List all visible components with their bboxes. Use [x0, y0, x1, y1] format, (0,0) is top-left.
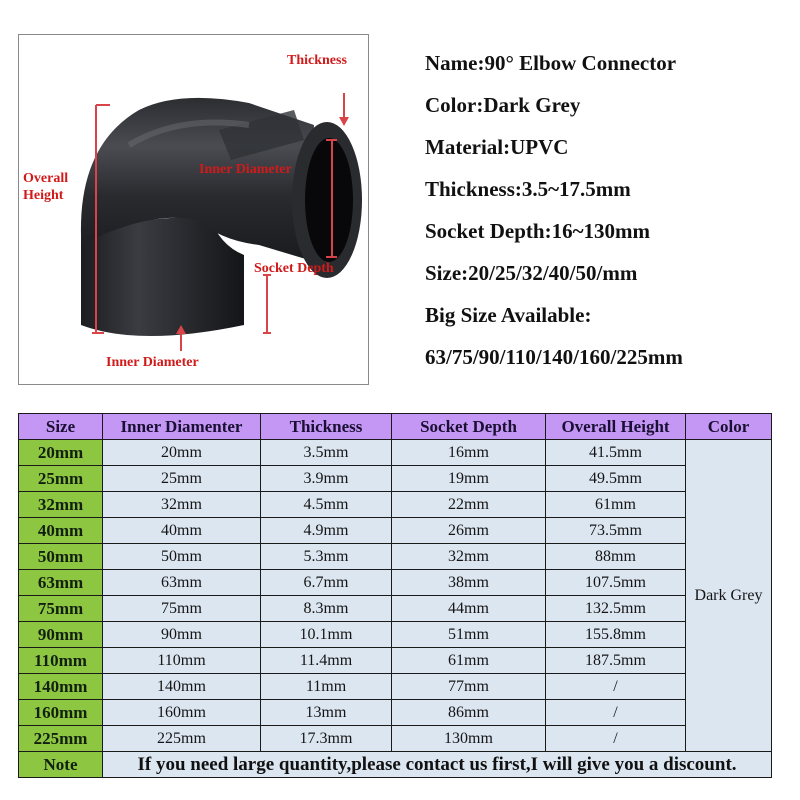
- inner-diameter-cell: 63mm: [103, 570, 261, 596]
- socket-depth-cell: 61mm: [392, 648, 546, 674]
- header-inner-diameter: Inner Diamenter: [103, 414, 261, 440]
- socket-depth-cell: 22mm: [392, 492, 546, 518]
- spec-socket-depth: Socket Depth:16~130mm: [425, 219, 650, 243]
- table-row: [19, 700, 772, 726]
- thickness-cell: 6.7mm: [261, 570, 392, 596]
- spec-name: Name:90° Elbow Connector: [425, 51, 677, 75]
- overall-height-cell: 88mm: [546, 544, 686, 570]
- color-cell: Dark Grey: [686, 440, 772, 752]
- socket-depth-cell: 86mm: [392, 700, 546, 726]
- overall-height-label-line2: Height: [23, 188, 64, 203]
- thickness-cell: 10.1mm: [261, 622, 392, 648]
- overall-height-cell: 49.5mm: [546, 466, 686, 492]
- inner-diameter-cell: 25mm: [103, 466, 261, 492]
- table-header-row: [19, 414, 772, 440]
- inner-diameter-cell: 110mm: [103, 648, 261, 674]
- overall-height-cell: /: [546, 726, 686, 752]
- inner-diameter-cell: 225mm: [103, 726, 261, 752]
- thickness-cell: 11.4mm: [261, 648, 392, 674]
- header-color: Color: [686, 414, 772, 440]
- overall-height-cell: /: [546, 674, 686, 700]
- thickness-cell: 4.9mm: [261, 518, 392, 544]
- spec-thickness: Thickness:3.5~17.5mm: [425, 177, 631, 201]
- size-cell: 110mm: [19, 648, 103, 674]
- overall-height-cell: 155.8mm: [546, 622, 686, 648]
- elbow-connector-illustration: [19, 35, 369, 385]
- note-label: Note: [19, 752, 103, 778]
- spec-color: Color:Dark Grey: [425, 93, 581, 117]
- socket-depth-label: Socket Depth: [254, 261, 334, 276]
- spec-list: [425, 48, 683, 384]
- overall-height-cell: 107.5mm: [546, 570, 686, 596]
- inner-diameter-cell: 90mm: [103, 622, 261, 648]
- table-row: [19, 648, 772, 674]
- thickness-cell: 5.3mm: [261, 544, 392, 570]
- table-row: [19, 570, 772, 596]
- socket-depth-cell: 130mm: [392, 726, 546, 752]
- thickness-cell: 3.5mm: [261, 440, 392, 466]
- size-cell: 140mm: [19, 674, 103, 700]
- overall-height-cell: 41.5mm: [546, 440, 686, 466]
- size-cell: 25mm: [19, 466, 103, 492]
- socket-depth-cell: 51mm: [392, 622, 546, 648]
- inner-diameter-cell: 160mm: [103, 700, 261, 726]
- inner-diameter-cell: 75mm: [103, 596, 261, 622]
- inner-diameter-bottom-label: Inner Diameter: [106, 355, 199, 370]
- thickness-cell: 11mm: [261, 674, 392, 700]
- overall-height-label-line1: Overall: [23, 171, 69, 186]
- socket-depth-cell: 26mm: [392, 518, 546, 544]
- size-cell: 160mm: [19, 700, 103, 726]
- spec-big-size-label: Big Size Available:: [425, 303, 592, 327]
- size-cell: 20mm: [19, 440, 103, 466]
- overall-height-cell: 73.5mm: [546, 518, 686, 544]
- size-cell: 63mm: [19, 570, 103, 596]
- socket-depth-cell: 38mm: [392, 570, 546, 596]
- socket-depth-cell: 77mm: [392, 674, 546, 700]
- size-cell: 40mm: [19, 518, 103, 544]
- thickness-cell: 17.3mm: [261, 726, 392, 752]
- table-row: [19, 622, 772, 648]
- table-row: [19, 544, 772, 570]
- thickness-cell: 3.9mm: [261, 466, 392, 492]
- spec-size: Size:20/25/32/40/50/mm: [425, 261, 638, 285]
- note-row: [19, 752, 772, 778]
- spec-material: Material:UPVC: [425, 135, 569, 159]
- inner-diameter-top-label: Inner Diameter: [199, 162, 292, 177]
- thickness-label: Thickness: [287, 53, 347, 68]
- socket-depth-cell: 19mm: [392, 466, 546, 492]
- inner-diameter-cell: 140mm: [103, 674, 261, 700]
- table-row: [19, 518, 772, 544]
- table-row: [19, 596, 772, 622]
- inner-diameter-cell: 50mm: [103, 544, 261, 570]
- size-cell: 50mm: [19, 544, 103, 570]
- table-row: [19, 674, 772, 700]
- product-photo: [18, 34, 369, 385]
- overall-height-cell: 187.5mm: [546, 648, 686, 674]
- header-thickness: Thickness: [261, 414, 392, 440]
- inner-diameter-cell: 20mm: [103, 440, 261, 466]
- overall-height-cell: 61mm: [546, 492, 686, 518]
- thickness-cell: 8.3mm: [261, 596, 392, 622]
- overall-height-cell: /: [546, 700, 686, 726]
- inner-diameter-cell: 32mm: [103, 492, 261, 518]
- size-cell: 90mm: [19, 622, 103, 648]
- size-cell: 32mm: [19, 492, 103, 518]
- socket-depth-cell: 16mm: [392, 440, 546, 466]
- table-row: [19, 726, 772, 752]
- size-table: [18, 413, 772, 778]
- table-row: [19, 466, 772, 492]
- inner-diameter-cell: 40mm: [103, 518, 261, 544]
- thickness-cell: 13mm: [261, 700, 392, 726]
- header-socket-depth: Socket Depth: [392, 414, 546, 440]
- note-text: If you need large quantity,please contact us first,I will give you a discount.: [103, 752, 772, 778]
- table-row: [19, 440, 772, 466]
- thickness-cell: 4.5mm: [261, 492, 392, 518]
- size-cell: 225mm: [19, 726, 103, 752]
- spec-big-size-values: 63/75/90/110/140/160/225mm: [425, 345, 683, 369]
- header-overall-height: Overall Height: [546, 414, 686, 440]
- socket-depth-cell: 44mm: [392, 596, 546, 622]
- socket-depth-cell: 32mm: [392, 544, 546, 570]
- table-row: [19, 492, 772, 518]
- size-cell: 75mm: [19, 596, 103, 622]
- overall-height-cell: 132.5mm: [546, 596, 686, 622]
- header-size: Size: [19, 414, 103, 440]
